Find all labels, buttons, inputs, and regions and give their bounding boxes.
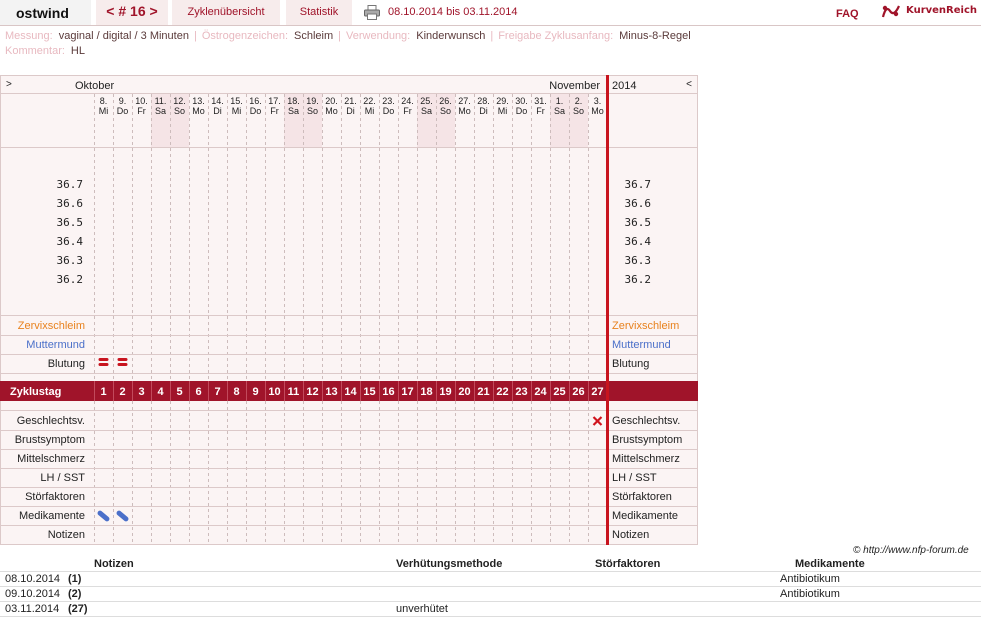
- day-date-label: 21.: [344, 96, 357, 106]
- row-zervixschleim-label: Zervixschleim: [17, 320, 85, 332]
- meta-line-1: [5, 30, 691, 42]
- zyklustag-number: 5: [176, 386, 183, 398]
- day-weekday-label: Di: [479, 106, 488, 116]
- month-end-label: November: [549, 80, 600, 92]
- notes-date: 08.10.2014: [5, 573, 61, 585]
- printer-icon[interactable]: [364, 5, 380, 20]
- day-weekday-label: Mi: [364, 106, 375, 116]
- day-date-label: 28.: [477, 96, 490, 106]
- temp-label-right: 36.4: [624, 235, 651, 248]
- meta-line-2: [5, 45, 85, 57]
- temp-label-right: 36.6: [624, 197, 651, 210]
- day-weekday-label: Sa: [553, 106, 566, 116]
- meta-separator: |: [193, 30, 197, 42]
- day-date-label: 16.: [249, 96, 262, 106]
- zyklustag-number: 7: [214, 386, 221, 398]
- row-label-left: Notizen: [47, 529, 85, 541]
- kurvenreich-logo-icon[interactable]: [881, 3, 901, 19]
- row-muttermund-label: Muttermund: [26, 339, 85, 351]
- meta-label: Freigabe Zyklusanfang:: [498, 30, 614, 42]
- tab-statistik[interactable]: Statistik: [286, 0, 352, 25]
- zyklustag-number: 8: [233, 386, 240, 398]
- notes-method: unverhütet: [396, 603, 448, 615]
- meta-separator: |: [490, 30, 494, 42]
- meta-label: Verwendung:: [346, 30, 411, 42]
- day-weekday-label: Sa: [420, 106, 433, 116]
- zyklustag-number: 15: [363, 386, 376, 398]
- cycle-chart: [0, 75, 698, 545]
- notes-header-medikamente: Medikamente: [795, 558, 865, 570]
- day-date-label: 14.: [211, 96, 224, 106]
- day-date-label: 9.: [118, 96, 127, 106]
- bleeding-marker: [99, 363, 109, 366]
- zyklustag-label: Zyklustag: [10, 386, 62, 398]
- row-blutung-label-right: Blutung: [612, 358, 650, 370]
- day-date-label: 19.: [306, 96, 319, 106]
- row-label-right: Notizen: [612, 529, 650, 541]
- day-weekday-label: Mi: [497, 106, 508, 116]
- zyklustag-number: 22: [496, 386, 509, 398]
- top-bar-divider: [0, 25, 981, 26]
- row-zervixschleim-label-right: Zervixschleim: [612, 320, 680, 332]
- zyklustag-number: 14: [344, 386, 357, 398]
- day-weekday-label: So: [306, 106, 319, 116]
- day-weekday-label: Do: [515, 106, 528, 116]
- zyklustag-number: 26: [572, 386, 585, 398]
- zyklustag-number: 10: [268, 386, 281, 398]
- zyklustag-number: 11: [287, 386, 300, 398]
- row-label-right: Medikamente: [612, 510, 679, 522]
- day-date-label: 23.: [382, 96, 395, 106]
- nav-prev-button[interactable]: >: [6, 79, 12, 90]
- zyklustag-number: 6: [195, 386, 202, 398]
- nav-next-button[interactable]: <: [686, 79, 692, 90]
- notes-divider: [0, 616, 981, 617]
- day-date-label: 26.: [439, 96, 452, 106]
- credit-text: © http://www.nfp-forum.de: [853, 545, 969, 556]
- day-date-label: 30.: [515, 96, 528, 106]
- zyklustag-number: 4: [157, 386, 164, 398]
- day-weekday-label: So: [572, 106, 585, 116]
- zyklustag-number: 1: [100, 386, 107, 398]
- bleeding-marker: [99, 358, 109, 361]
- day-weekday-label: Di: [346, 106, 355, 116]
- year-label: 2014: [612, 80, 637, 92]
- notes-header-verhuetung: Verhütungsmethode: [396, 558, 503, 570]
- zyklustag-number: 3: [138, 386, 145, 398]
- temp-label-left: 36.3: [56, 254, 83, 267]
- day-weekday-label: Fr: [137, 106, 146, 116]
- day-weekday-label: So: [173, 106, 186, 116]
- username-label: ostwind: [0, 0, 91, 25]
- row-label-left: Störfaktoren: [25, 491, 85, 503]
- zyklustag-number: 18: [420, 386, 433, 398]
- day-date-label: 2.: [574, 96, 583, 106]
- zyklustag-number: 19: [439, 386, 452, 398]
- meta-value: Kinderwunsch: [416, 30, 486, 42]
- zyklustag-number: 21: [477, 386, 490, 398]
- bleeding-marker: [118, 358, 128, 361]
- day-weekday-label: Fr: [536, 106, 545, 116]
- day-weekday-label: Do: [382, 106, 395, 116]
- notes-cycle-day: (1): [68, 573, 82, 585]
- zyklustag-number: 17: [401, 386, 414, 398]
- day-weekday-label: So: [439, 106, 452, 116]
- chart-background: [1, 76, 698, 545]
- day-weekday-label: Sa: [154, 106, 167, 116]
- day-weekday-label: Do: [249, 106, 262, 116]
- cycle-end-line: [606, 75, 609, 545]
- zyklustag-number: 16: [382, 386, 395, 398]
- notes-cycle-day: (27): [68, 603, 88, 615]
- zyklustag-number: 25: [553, 386, 566, 398]
- day-date-label: 1.: [555, 96, 564, 106]
- day-date-label: 15.: [230, 96, 243, 106]
- notes-row: [0, 572, 981, 587]
- row-label-right: Mittelschmerz: [612, 453, 680, 465]
- temp-label-left: 36.2: [56, 273, 83, 286]
- notes-row: [0, 602, 981, 617]
- row-label-left: Brustsymptom: [14, 434, 85, 446]
- row-label-right: Störfaktoren: [612, 491, 672, 503]
- meta-value: Minus-8-Regel: [619, 30, 691, 42]
- notes-date: 03.11.2014: [5, 603, 60, 615]
- top-bar: [0, 0, 981, 26]
- zyklustag-number: 2: [119, 386, 126, 398]
- day-date-label: 20.: [325, 96, 338, 106]
- day-weekday-label: Di: [213, 106, 222, 116]
- meta-label: Kommentar:: [5, 45, 65, 57]
- temp-label-right: 36.7: [624, 178, 651, 191]
- day-weekday-label: Fr: [403, 106, 412, 116]
- day-date-label: 29.: [496, 96, 509, 106]
- day-weekday-label: Fr: [270, 106, 279, 116]
- day-date-label: 27.: [458, 96, 471, 106]
- bleeding-marker: [118, 363, 128, 366]
- row-label-right: LH / SST: [612, 472, 657, 484]
- faq-link[interactable]: FAQ: [836, 8, 859, 20]
- day-date-label: 22.: [363, 96, 376, 106]
- day-weekday-label: Mi: [231, 106, 242, 116]
- meta-value: HL: [70, 45, 85, 57]
- notes-meds: Antibiotikum: [780, 573, 840, 585]
- day-weekday-label: Sa: [287, 106, 300, 116]
- date-range: 08.10.2014 bis 03.11.2014: [388, 6, 518, 18]
- temp-label-right: 36.5: [624, 216, 651, 229]
- row-label-left: Mittelschmerz: [17, 453, 85, 465]
- kurvenreich-logo-text[interactable]: KurvenReich: [906, 5, 978, 16]
- day-date-label: 3.: [593, 96, 602, 106]
- day-weekday-label: Mo: [591, 106, 604, 116]
- day-date-label: 17.: [268, 96, 281, 106]
- notes-cycle-day: (2): [68, 588, 82, 600]
- row-label-left: Medikamente: [18, 510, 85, 522]
- day-date-label: 31.: [534, 96, 547, 106]
- day-date-label: 18.: [287, 96, 300, 106]
- day-date-label: 10.: [135, 96, 148, 106]
- day-weekday-label: Mo: [192, 106, 205, 116]
- notes-meds: Antibiotikum: [780, 588, 840, 600]
- meta-label: Messung:: [5, 30, 53, 42]
- row-label-left: LH / SST: [40, 472, 85, 484]
- zyklustag-number: 13: [325, 386, 338, 398]
- row-muttermund-label-right: Muttermund: [612, 339, 671, 351]
- temp-label-left: 36.4: [56, 235, 83, 248]
- day-weekday-label: Mo: [325, 106, 338, 116]
- month-start-label: Oktober: [75, 80, 115, 92]
- day-weekday-label: Do: [116, 106, 129, 116]
- day-date-label: 24.: [401, 96, 414, 106]
- day-date-label: 11.: [154, 96, 167, 106]
- day-date-label: 13.: [192, 96, 205, 106]
- tab-zyklenuebersicht[interactable]: Zyklenübersicht: [172, 0, 280, 25]
- temp-label-right: 36.3: [624, 254, 651, 267]
- zyklustag-number: 12: [306, 386, 319, 398]
- day-weekday-label: Mi: [98, 106, 109, 116]
- cycle-chart-svg: [0, 75, 698, 545]
- day-date-label: 25.: [420, 96, 433, 106]
- notes-header-stoerfaktoren: Störfaktoren: [595, 558, 661, 570]
- temp-label-left: 36.6: [56, 197, 83, 210]
- zyklustag-number: 24: [534, 386, 547, 398]
- day-date-label: 8.: [99, 96, 108, 106]
- row-label-left: Geschlechtsv.: [16, 415, 85, 427]
- zyklustag-number: 9: [252, 386, 259, 398]
- meta-separator: |: [338, 30, 342, 42]
- meta-label: Östrogenzeichen:: [201, 30, 289, 42]
- day-weekday-label: Mo: [458, 106, 471, 116]
- zyklustag-number: 20: [458, 386, 471, 398]
- cycle-navigation[interactable]: < # 16 >: [96, 0, 168, 25]
- meta-value: vaginal / digital / 3 Minuten: [58, 30, 189, 42]
- temp-label-left: 36.7: [56, 178, 83, 191]
- day-date-label: 12.: [173, 96, 186, 106]
- notes-date: 09.10.2014: [5, 588, 61, 600]
- row-blutung-label: Blutung: [47, 358, 85, 370]
- zyklustag-number: 27: [591, 386, 604, 398]
- notes-row: [0, 587, 981, 602]
- zyklustag-number: 23: [515, 386, 528, 398]
- row-label-right: Brustsymptom: [612, 434, 683, 446]
- meta-value: Schleim: [294, 30, 334, 42]
- row-label-right: Geschlechtsv.: [612, 415, 681, 427]
- temp-label-left: 36.5: [56, 216, 83, 229]
- notes-header-notizen: Notizen: [94, 558, 134, 570]
- temp-label-right: 36.2: [624, 273, 651, 286]
